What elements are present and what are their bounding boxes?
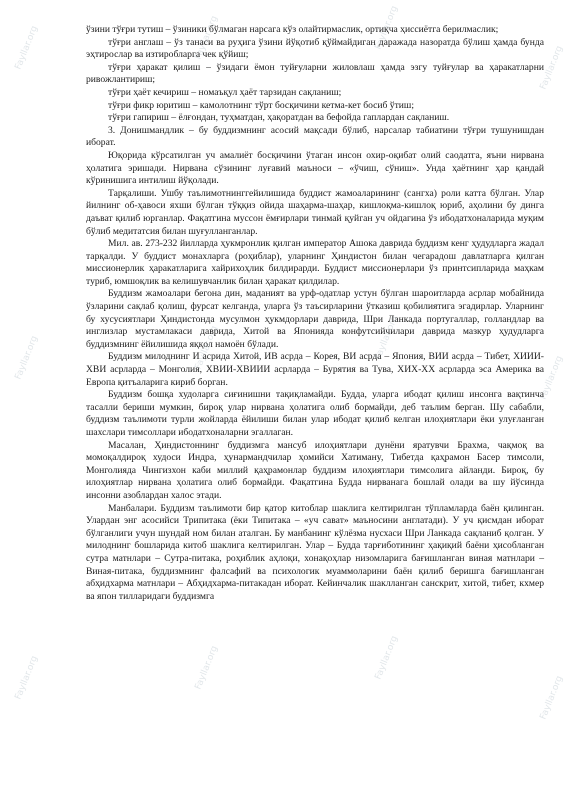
watermark-text: Fayllar.org (373, 314, 401, 362)
paragraph-communities: Буддизм жамоалари бегона дин, маданият ва урф-одатлар устун бўлган шароитларда асрлар мобайнида ўзларини сақлаб қолиш, фурсат келганда, уларга ўз таъсирларини ўтказиш қобилиятига эгадирлар. Уларнинг бу хусусиятлари Ҳиндистонда мусулмон ҳукмдорлари даврида, Шри Ланкада португаллар, голландлар ва инглизлар мустамлакаси даврида, Хитой ва Японияда конфутсийчилари даврида мазкур ҳудудларга буддизмнинг ёйилишида яққол намоён бўлади. (86, 288, 544, 350)
watermark-text: Fayllar.org (538, 44, 566, 92)
watermark-text: Fayllar.org (373, 4, 401, 52)
paragraph-other-gods: Буддизм бошқа худоларга сиғинишни тақиқламайди. Будда, уларга ибодат қилиш инсонга вақтинча тасалли бериши мумкин, бироқ улар нирвана ҳолатига олиб бормайди, деб таълим берган. Шу сабабли, буддизм таълимоти турли жойларда ёйилиши билан улар ибодат қилиб келган илоҳиятлари ёки улуғланган шахслари тимсоллари ибодатхоналарни эгаллаган. (86, 389, 544, 438)
paragraph-right-speech: тўғри гапириш – ёлғондан, туҳматдан, ҳақоратдан ва бефойда гаплардан сақланиш. (108, 112, 450, 124)
watermark-text: Fayllar.org (193, 324, 221, 372)
watermark-text: Fayllar.org (193, 14, 221, 62)
body-text (86, 24, 544, 603)
paragraph-right-thinking: тўғри фикр юритиш – камолотнинг тўрт босқичини кетма-кет босиб ўтиш; (108, 99, 414, 111)
watermark-text: Fayllar.org (13, 654, 41, 702)
paragraph-right-awareness: тўғри англаш – ўз танаси ва руҳига ўзини йўқотиб қўймайдиган даражада назоратда бўлиш ҳамда бунда эҳтирослар ва изтиробларга чек қўйиш; (86, 36, 544, 61)
paragraph-self-conduct: ўзини тўғри тутиш – ўзиники бўлмаган нарсага кўз олайтирмаслик, ортиқча ҳиссиётга берилмаслик; (86, 24, 499, 35)
watermark-text: Fayllar.org (13, 24, 41, 72)
paragraph-deities: Масалан, Ҳиндистоннинг буддизмга мансуб илоҳиятлари дунёни яратувчи Брахма, чақмоқ ва момоқалдироқ худоси Индра, ҳунармандчилар ҳомийси Хатиманy, Тибетда қаҳрамон Басер тимсоли, Монголияда Чингизхон каби миллий қаҳрамонлар буддизм илоҳиятлари тимсолига айланди. Бироқ, бу илоҳиятлар нирвана ҳолатига олиб бормайди. Фақатгина Будда нирванага бошлай олади ва шу йўсинда инсонни азоблардан халос этади. (86, 439, 544, 501)
paragraph-nirvana: Юқорида кўрсатилган уч амалиёт босқичини ўтаган инсон охир-оқибат олий саодатга, яъни нирвана ҳолатига эришади. Нирвана сўзининг луғавий маъноси – «ўчиш, сўниш». Унда ҳаётнинг ҳар қандай кўринишига интилиш йўқолади. (86, 149, 544, 187)
watermark-text: Fayllar.org (538, 354, 566, 402)
paragraph-right-living: тўғри ҳаёт кечириш – номаъқул ҳаёт тарзидан сақланиш; (108, 86, 342, 98)
paragraph-spread: Тарқалиши. Ушбу таълимотнинггейилишида буддист жамоаларининг (сангха) роли катта бўлган. Улар йилнинг об-ҳавоси яхши бўлган тўққиз ойида шаҳарма-шаҳар, кишлоқма-кишлоқ юриб, аҳолини бу динга даъват қилиб юрганлар. Фақатгина муссон ёмғирлари тинмай қуйган уч ойдагина ўз ибодатхоналарида муқим бўлиб медитатсия билан шуғулланганлар. (86, 187, 544, 237)
watermark-text: Fayllar.org (538, 674, 566, 722)
paragraph-sources: Манбалари. Буддизм таълимоти бир қатор китоблар шаклига келтирилган тўпламларда баён қилинган. Улардан энг асосийси Трипитака (ёки Типитака – «уч сават» маъносини англатади). У уч қисмдан иборат бўлганлиги учун шундай ном билан аталган. Бу манбанинг кўлёзма нусхаси Шри Ланкада сақланиб қолган. У милоднинг бошларида китоб шаклига келтирилган. Улар – Будда тарғиботининг ҳақиқий баёни ҳисобланган сутра матнлари – Сутра-питака, роҳиблик аҳлоқи, хонақоҳлар низомларига бағишланган виная матнлари – Виная-питака, буддизмнинг фалсафий ва психологик муаммоларини баён қилиб беришга бағишланган абҳидхарма матнлари – Абҳидхарма-питакадан иборат. Кейинчалик шаклланган санскрит, хитой, тибет, кхмер ва япон тилларидаги буддизмга (86, 502, 544, 602)
watermark-text: Fayllar.org (193, 644, 221, 692)
paragraph-geography: Буддизм милоднинг И асрида Хитой, ИВ асрда – Корея, ВИ асрда – Япония, ВИИ асрда – Тибет, ХИИИ-ХВИ асрларда – Монголия, ХВИИ-ХВИИИ асрларда – Бурятия ва Тува, ХИХ-ХХ асрларда эса Америка ва Европа қитъаларига кириб борган. (86, 351, 544, 388)
paragraph-wisdom: 3. Донишмандлик – бу буддизмнинг асосий мақсади бўлиб, нарсалар табиатини тўғри тушунишдан иборат. (86, 124, 544, 149)
watermark-text: Fayllar.org (373, 634, 401, 682)
paragraph-right-action: тўғри ҳаракат қилиш – ўзидаги ёмон туйғуларни жиловлаш ҳамда эзгу туйғулар ва ҳаракатларни ривожлантириш; (86, 61, 544, 86)
watermark-text: Fayllar.org (13, 334, 41, 382)
paragraph-ashoka: Мил. ав. 273-232 йилларда ҳукмронлик қилган император Ашока даврида буддизм кенг ҳудудларга жадал тарқалди. У буддист монахларга (роҳиблар), уларнинг Ҳиндистон билан чегарадош давлатларга қилган миссионерлик ҳаракатларига хайрихоҳлик билдирарди. Буддист миссионерлари ўз принтсипларида маҳкам туриб, юмшоқлик ва келишувчанлик билан ҳаракат қилдилар. (86, 238, 544, 287)
